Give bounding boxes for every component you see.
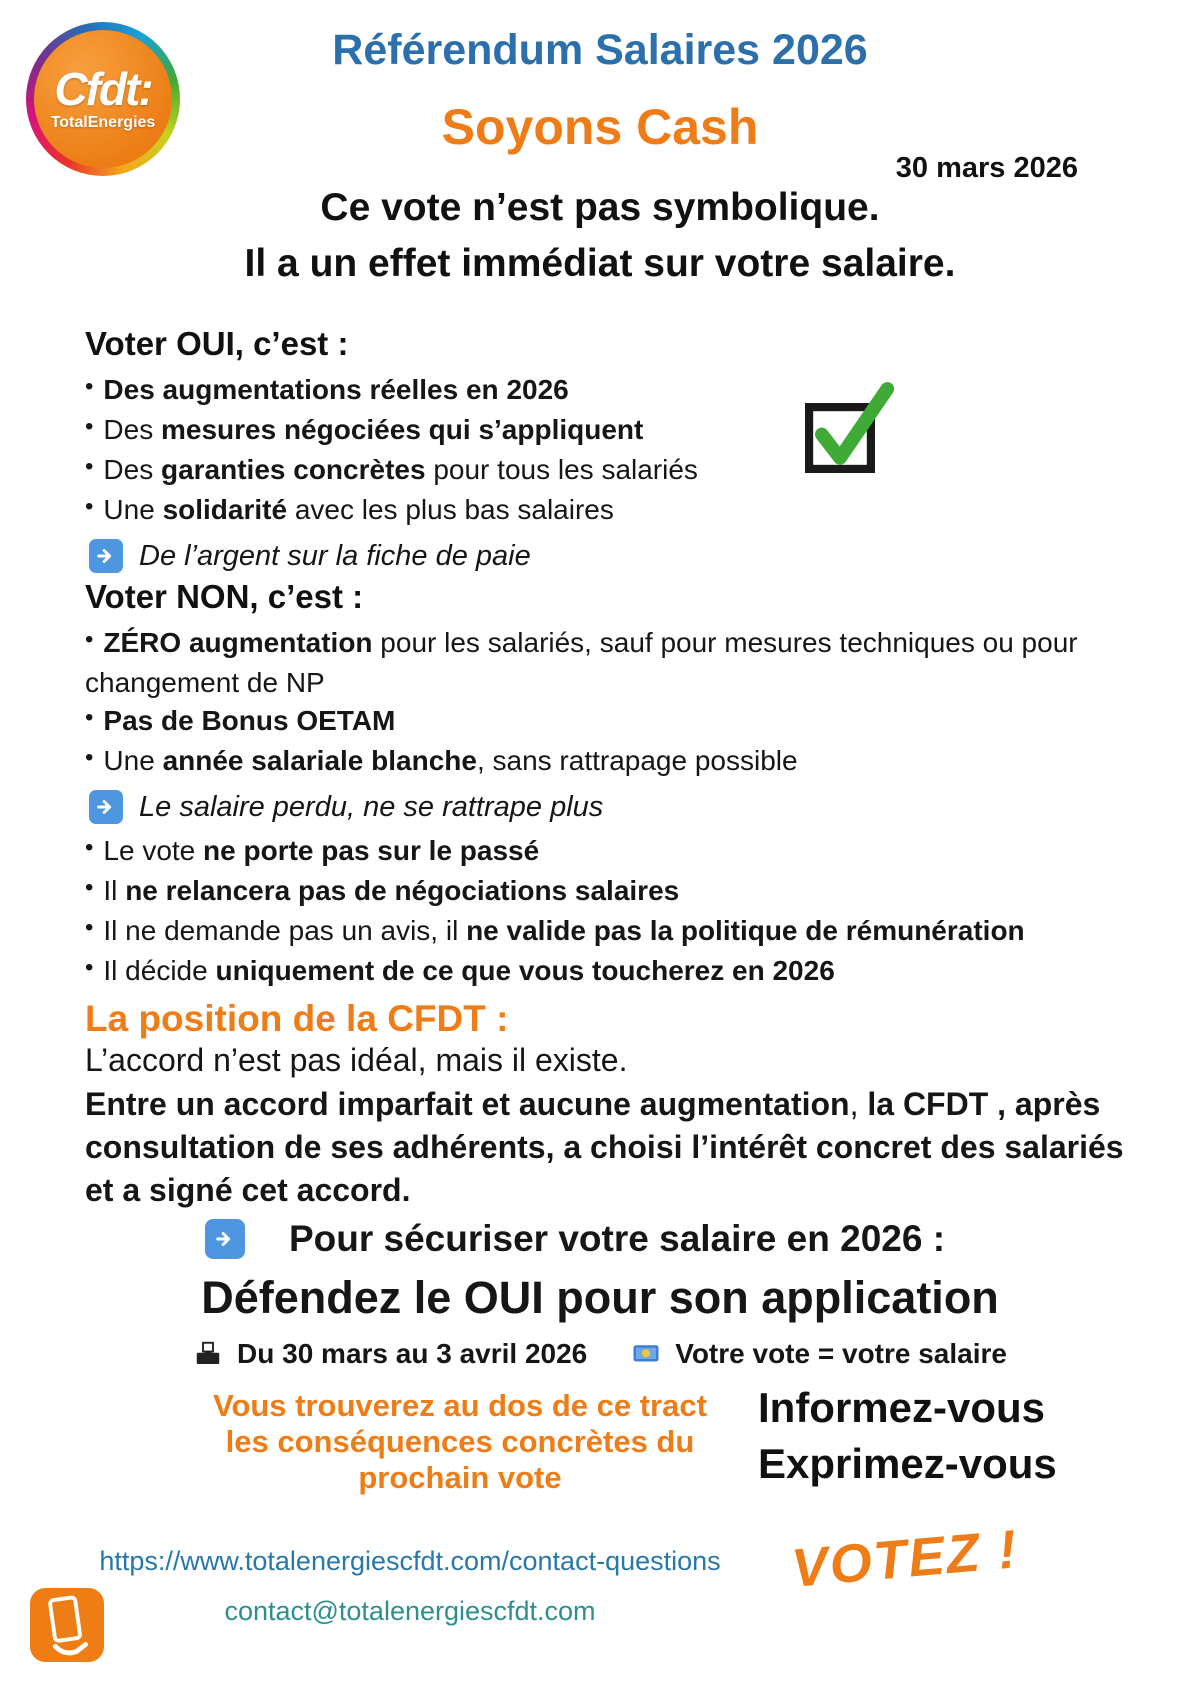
contact-email-link[interactable]: contact@totalenergiescfdt.com [224,1596,596,1626]
vote-non-bullets [85,624,1145,782]
oui-conclusion-text: De l’argent sur la fiche de paie [139,539,531,572]
votez-text: VOTEZ ! [789,1519,1021,1599]
section-vote-non [85,578,1145,824]
logo-brand-text: Cfdt: [54,63,152,115]
bullet-item: • Il ne relancera pas de négociations salaires [85,872,1145,912]
arrow-right-icon [89,790,123,824]
position-paragraph: Entre un accord imparfait et aucune augmentation, la CFDT , après consultation de ses adhérents, a choisi l’intérêt concret des salariés et a signé cet accord. [85,1086,1124,1208]
bullet-item: • Il décide uniquement de ce que vous toucherez en 2026 [85,952,1145,992]
cta-secure-row [0,1218,1200,1260]
express-text: Exprimez-vous [758,1440,1057,1487]
vote-info-line [0,1338,1200,1370]
checked-ballot-icon [800,378,900,488]
bullet-item: • Une solidarité avec les plus bas salaires [85,491,1145,531]
arrow-right-icon [205,1219,245,1259]
section-position-cfdt [85,998,1145,1212]
section-clarifications [85,832,1145,992]
bullet-item: • Il ne demande pas un avis, il ne valide pas la politique de rémunération [85,912,1145,952]
contact-url-link[interactable]: https://www.totalenergiescfdt.com/contact-questions [99,1546,721,1576]
subtitle: Soyons Cash [441,99,759,155]
bullet-item: • Des augmentations réelles en 2026 [85,371,1145,411]
headline-line-1: Ce vote n’est pas symbolique. [320,186,880,229]
bullet-item: • Des mesures négociées qui s’appliquent [85,411,1145,451]
vote-equation: Votre vote = votre salaire [675,1338,1007,1369]
logo-sub-text: TotalEnergies [50,114,156,131]
section-vote-oui [85,325,1145,573]
headline-line-2: Il a un effet immédiat sur votre salaire. [244,242,956,285]
vote-oui-heading: Voter OUI, c’est : [85,325,349,362]
back-note-line-3: prochain vote [358,1460,562,1495]
bullet-item: • Une année salariale blanche, sans rattrapage possible [85,742,1145,782]
ballot-box-icon [193,1339,223,1369]
vote-period: Du 30 mars au 3 avril 2026 [237,1338,588,1369]
position-line: L’accord n’est pas idéal, mais il existe. [85,1042,628,1078]
back-note-line-1: Vous trouverez au dos de ce tract [213,1388,707,1423]
inform-text: Informez-vous [758,1384,1046,1431]
position-heading: La position de la CFDT : [85,998,509,1039]
back-note-line-2: les conséquences concrètes du [225,1424,695,1459]
non-conclusion-text: Le salaire perdu, ne se rattrape plus [139,790,604,823]
oui-conclusion-row [85,539,1145,573]
banknote-icon [631,1339,661,1369]
date-label: 30 mars 2026 [895,152,1078,184]
section-cta [0,1218,1200,1324]
bullet-item: • Pas de Bonus OETAM [85,702,1145,742]
bullet-item: • Le vote ne porte pas sur le passé [85,832,1145,872]
back-note [180,1388,740,1496]
arrow-right-icon [89,539,123,573]
cta-defend-text: Défendez le OUI pour son application [201,1272,999,1323]
vote-oui-bullets [85,371,1145,531]
cta-secure-text: Pour sécuriser votre salaire en 2026 : [288,1218,946,1259]
headline [0,180,1200,292]
non-conclusion-row [85,790,1145,824]
page-title: Référendum Salaires 2026 [332,26,868,74]
bullet-item: • ZÉRO augmentation pour les salariés, sauf pour mesures techniques ou pour changement de NP [85,624,1145,702]
vote-non-heading: Voter NON, c’est : [85,578,364,615]
bullet-item: • Des garanties concrètes pour tous les salariés [85,451,1145,491]
clarification-bullets [85,832,1145,992]
